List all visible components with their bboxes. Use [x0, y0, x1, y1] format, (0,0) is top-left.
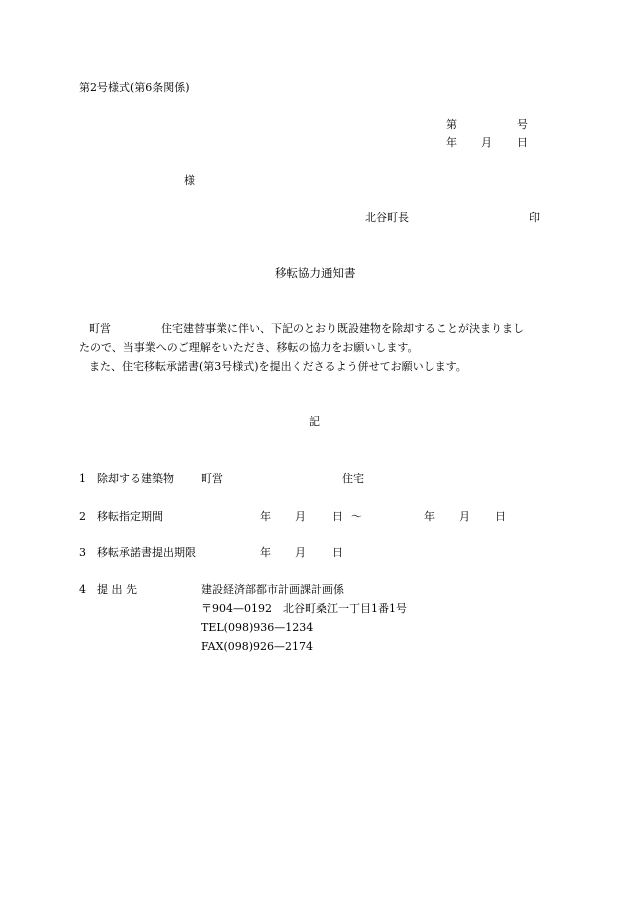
item-3-month: 月 — [295, 546, 306, 559]
item-4-address: 〒904—0192 北谷町桑江一丁目1番1号 — [201, 602, 407, 615]
item-1-number: 1 — [79, 472, 86, 485]
document-title: 移転協力通知書 — [275, 266, 356, 280]
item-2-label: 移転指定期間 — [97, 510, 163, 523]
item-2-year-1: 年 — [260, 510, 271, 523]
item-4-department: 建設経済部都市計画課計画係 — [201, 583, 344, 596]
ki-heading: 記 — [309, 415, 320, 428]
sender-title: 北谷町長 — [365, 211, 409, 224]
doc-number-prefix: 第 — [446, 118, 457, 131]
item-2-day-1: 日 — [332, 510, 343, 523]
item-3-label: 移転承諾書提出期限 — [97, 546, 196, 559]
item-3-number: 3 — [79, 546, 86, 559]
item-2-month-1: 月 — [295, 510, 306, 523]
item-1-value-prefix: 町営 — [201, 472, 223, 485]
item-2-month-2: 月 — [459, 510, 470, 523]
item-1-label: 除却する建築物 — [97, 472, 174, 485]
item-1-value-suffix: 住宅 — [342, 472, 364, 485]
date-day: 日 — [517, 136, 528, 149]
date-month: 月 — [481, 136, 492, 149]
body-line-1a: 町営 — [89, 322, 111, 335]
body-line-3: また、住宅移転承諾書(第3号様式)を提出くださるよう併せてお願いします。 — [89, 360, 467, 373]
item-2-year-2: 年 — [424, 510, 435, 523]
item-4-label: 提 出 先 — [97, 583, 137, 596]
item-2-day-2: 日 — [495, 510, 506, 523]
seal-mark: 印 — [529, 211, 540, 224]
body-line-1b: 住宅建替事業に伴い、下記のとおり既設建物を除却することが決まりまし — [161, 322, 524, 335]
doc-number-suffix: 号 — [517, 118, 528, 131]
date-year: 年 — [446, 136, 457, 149]
item-2-number: 2 — [79, 510, 86, 523]
item-2-tilde: ～ — [351, 510, 362, 523]
item-4-number: 4 — [79, 583, 86, 596]
item-3-day: 日 — [332, 546, 343, 559]
item-4-fax: FAX(098)926—2174 — [201, 640, 314, 653]
form-number: 第2号様式(第6条関係) — [79, 81, 190, 94]
item-3-year: 年 — [260, 546, 271, 559]
body-line-2: たので、当事業へのご理解をいただき、移転の協力をお願いします。 — [79, 341, 419, 354]
item-4-tel: TEL(098)936—1234 — [201, 621, 314, 634]
addressee-honorific: 様 — [184, 174, 195, 187]
